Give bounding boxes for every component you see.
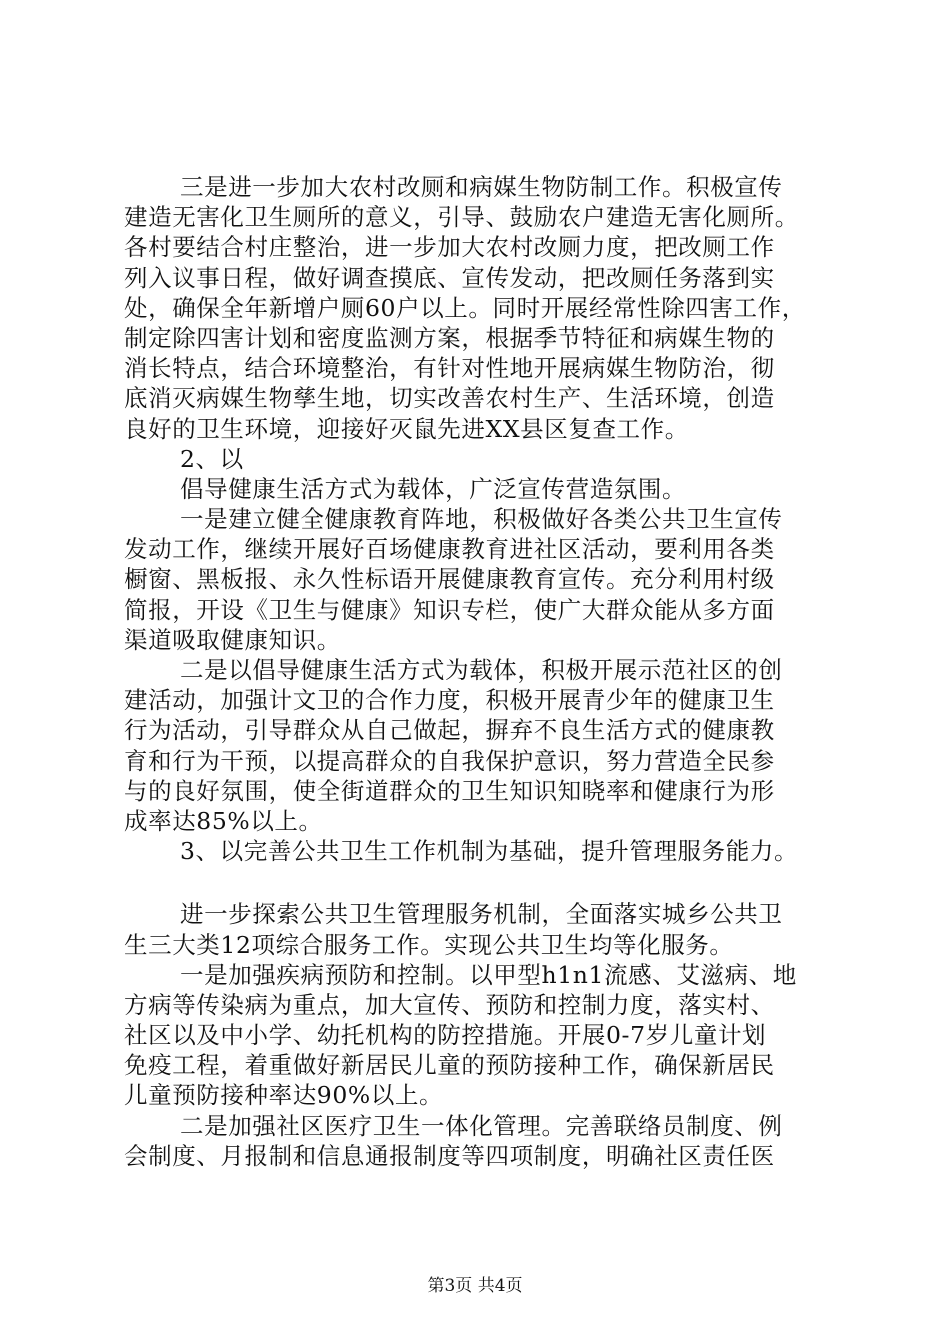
- paragraph-line: 二是加强社区医疗卫生一体化管理。完善联络员制度、例: [180, 1111, 783, 1140]
- paragraph-line: 育和行为干预，以提高群众的自我保护意识，努力营造全民参: [124, 746, 775, 775]
- paragraph-line: 会制度、月报制和信息通报制度等四项制度，明确社区责任医: [124, 1141, 775, 1170]
- paragraph-line: 儿童预防接种率达90%以上。: [124, 1081, 444, 1110]
- paragraph-line: 一是加强疾病预防和控制。以甲型h1n1流感、艾滋病、地: [180, 960, 797, 989]
- paragraph-line: 社区以及中小学、幼托机构的防控措施。开展0-7岁儿童计划: [124, 1021, 767, 1050]
- paragraph-line: 简报，开设《卫生与健康》知识专栏，使广大群众能从多方面: [124, 595, 775, 624]
- section-heading: 3、以完善公共卫生工作机制为基础，提升管理服务能力。: [180, 837, 799, 866]
- paragraph-line: 生三大类12项综合服务工作。实现公共卫生均等化服务。: [124, 930, 734, 959]
- paragraph-line: 渠道吸取健康知识。: [124, 625, 341, 654]
- paragraph-line: 橱窗、黑板报、永久性标语开展健康教育宣传。充分利用村级: [124, 565, 775, 594]
- paragraph-line: 成率达85%以上。: [124, 806, 323, 835]
- blank-line: [124, 866, 844, 899]
- paragraph-line: 建造无害化卫生厕所的意义，引导、鼓励农户建造无害化厕所。: [124, 203, 799, 232]
- paragraph-line: 建活动，加强计文卫的合作力度，积极开展青少年的健康卫生: [124, 686, 775, 715]
- paragraph-line: 消长特点，结合环境整治，有针对性地开展病媒生物防治，彻: [124, 354, 775, 383]
- paragraph-line: 方病等传染病为重点，加大宣传、预防和控制力度，落实村、: [124, 990, 775, 1019]
- document-body: [124, 172, 844, 1171]
- paragraph-line: 底消灭病媒生物孳生地，切实改善农村生产、生活环境，创造: [124, 384, 775, 413]
- paragraph-line: 各村要结合村庄整治，进一步加大农村改厕力度，把改厕工作: [124, 233, 775, 262]
- paragraph-line: 免疫工程，着重做好新居民儿童的预防接种工作，确保新居民: [124, 1051, 775, 1080]
- section-heading: 倡导健康生活方式为载体，广泛宣传营造氛围。: [180, 474, 687, 503]
- paragraph-line: 良好的卫生环境，迎接好灭鼠先进XX县区复查工作。: [124, 414, 689, 443]
- page-number-footer: 第3页 共4页: [427, 1276, 523, 1296]
- paragraph-line: 三是进一步加大农村改厕和病媒生物防制工作。积极宣传: [180, 173, 783, 201]
- paragraph-line: 二是以倡导健康生活方式为载体，积极开展示范社区的创: [180, 656, 783, 684]
- paragraph-line: 行为活动，引导群众从自己做起，摒弃不良生活方式的健康教: [124, 716, 775, 745]
- paragraph-line: 与的良好氛围，使全街道群众的卫生知识知晓率和健康行为形: [124, 776, 775, 805]
- paragraph-line: 一是建立健全健康教育阵地，积极做好各类公共卫生宣传: [180, 505, 783, 534]
- paragraph-line: 处，确保全年新增户厕60户以上。同时开展经常性除四害工作，: [124, 293, 806, 322]
- section-heading-fragment: 2、以: [180, 444, 244, 473]
- paragraph-line: 制定除四害计划和密度监测方案，根据季节特征和病媒生物的: [124, 323, 775, 352]
- paragraph-line: 发动工作，继续开展好百场健康教育进社区活动，要利用各类: [124, 535, 775, 564]
- paragraph-line: 列入议事日程，做好调查摸底、宣传发动，把改厕任务落到实: [124, 263, 775, 292]
- paragraph-line: 进一步探索公共卫生管理服务机制，全面落实城乡公共卫: [180, 900, 783, 929]
